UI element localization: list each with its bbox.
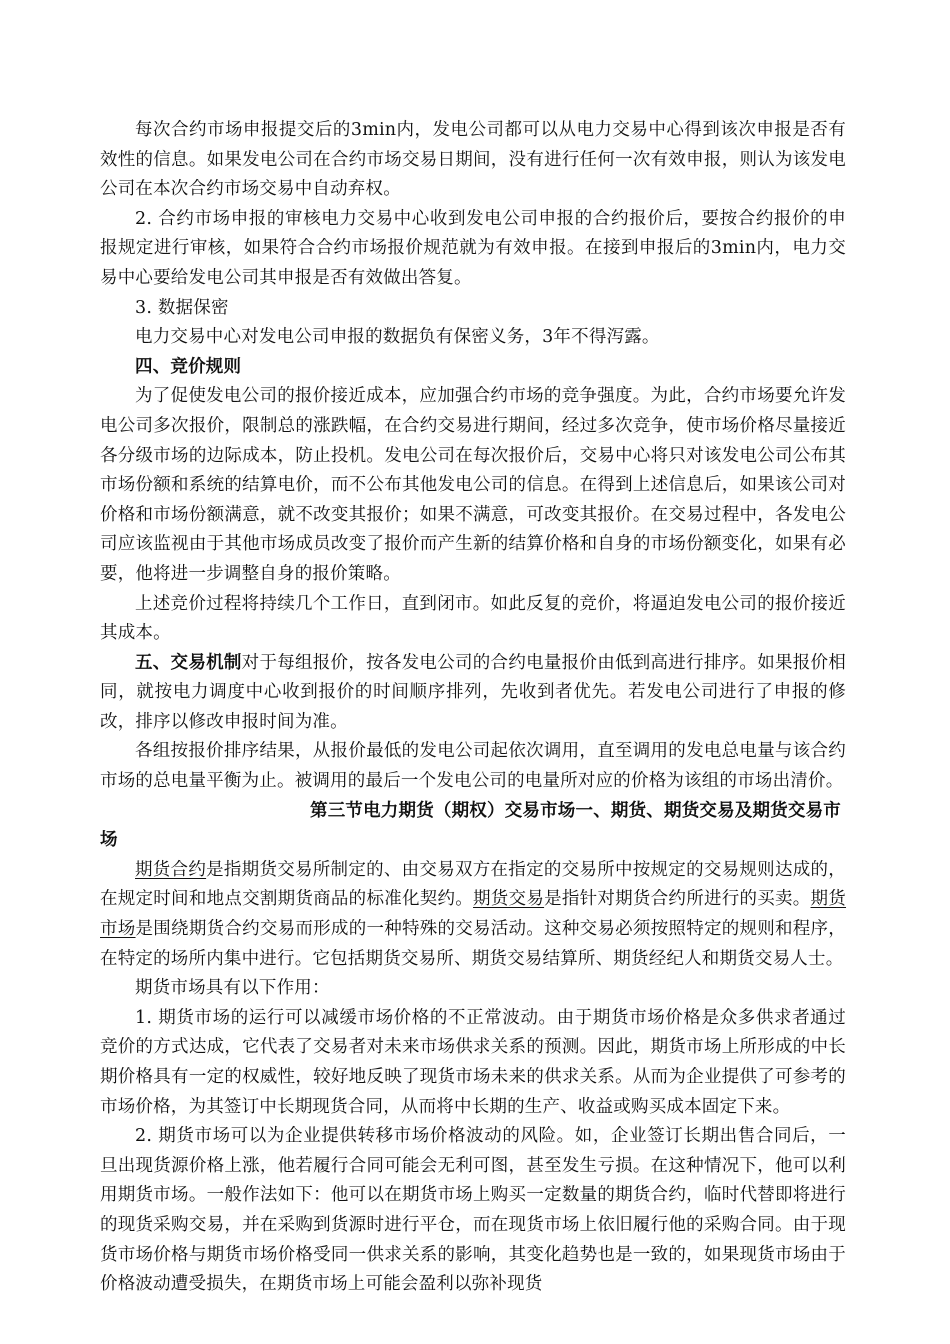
definition-futures-market: 是围绕期货合约交易而形成的一种特殊的交易活动。这种交易必须按照特定的规则和程序，在特定的场所内集中进行。它包括期货交易所、期货交易结算所、期货经纪人和期货交易人士。	[100, 919, 846, 969]
heading-trading-mechanism: 五、交易机制	[135, 652, 242, 673]
paragraph-data-confidentiality-heading: 3. 数据保密	[135, 297, 229, 318]
definition-futures-contract: 是指期货交易所制定的、由交易双方在指定的交易所中按规定的交易规则达成的，在规定时间和地点交割期货商品的标准化契约。	[100, 859, 846, 910]
term-futures-contract: 期货合约	[135, 859, 207, 880]
paragraph-bidding-rules: 为了促使发电公司的报价接近成本，应加强合约市场的竞争强度。为此，合约市场要允许发电公司多次报价，限制总的涨跌幅，在合约交易进行期间，经过多次竞争，使市场价格尽量接近各分级市场的边际成本，防止投机。发电公司在每次报价后，交易中心将只对该发电公司公布其市场份额和系统的结算电价，而不公布其他发电公司的信息。在得到上述信息后，如果该公司对价格和市场份额满意，就不改变其报价；如果不满意，可改变其报价。在交易过程中，各发电公司应该监视由于其他市场成员改变了报价而产生新的结算价格和自身的市场份额变化，如果有必要，他将进一步调整自身的报价策略。	[100, 386, 846, 584]
paragraph-functions-intro: 期货市场具有以下作用：	[135, 978, 330, 999]
term-futures-market: 期货市场	[100, 889, 847, 940]
section-title: 第三节电力期货（期权）交易市场一、期货、期货交易及期货交易市场	[100, 800, 841, 851]
paragraph-function-2: 2. 期货市场可以为企业提供转移市场价格波动的风险。如，企业签订长期出售合同后，一旦出现货源价格上涨，他若履行合同可能会无利可图，甚至发生亏损。在这种情况下，他可以利用期货市场。一般作法如下：他可以在期货市场上购买一定数量的期货合约，临时代替即将进行的现货采购交易，并在采购到货源时进行平仓，而在现货市场上依旧履行他的采购合同。由于现货市场价格与期货市场价格受同一供求关系的影响，其变化趋势也是一致的，如果现货市场由于价格波动遭受损失，在期货市场上可能会盈利以弥补现货	[100, 1126, 846, 1295]
paragraph-trading-mechanism	[100, 649, 846, 738]
paragraph-submission-validity: 每次合约市场申报提交后的3min内，发电公司都可以从电力交易中心得到该次申报是否有效性的信息。如果发电公司在合约市场交易日期间，没有进行任何一次有效申报，则认为该发电公司在本次合约市场交易中自动弃权。	[100, 120, 846, 200]
paragraph-bidding-duration: 上述竞价过程将持续几个工作日，直到闭市。如此反复的竞价，将逼迫发电公司的报价接近其成本。	[100, 593, 846, 644]
definition-futures-trading: 是指针对期货合约所进行的买卖。	[544, 889, 811, 910]
paragraph-function-1: 1. 期货市场的运行可以减缓市场价格的不正常波动。由于期货市场价格是众多供求者通过竞价的方式达成，它代表了交易者对未来市场供求关系的预测。因此，期货市场上所形成的中长期价格具有一定的权威性，较好地反映了现货市场未来的供求关系。从而为企业提供了可参考的市场价格，为其签订中长期现货合同，从而将中长期的生产、收益或购买成本固定下来。	[100, 1007, 846, 1117]
heading-bidding-rules: 四、竞价规则	[135, 356, 242, 377]
paragraph-futures-definitions	[100, 856, 846, 974]
paragraph-data-confidentiality: 电力交易中心对发电公司申报的数据负有保密义务，3年不得泻露。	[135, 327, 660, 348]
paragraph-clearing-price: 各组按报价排序结果，从报价最低的发电公司起依次调用，直至调用的发电总电量与该合约市场的总电量平衡为止。被调用的最后一个发电公司的电量所对应的价格为该组的市场出清价。	[100, 741, 846, 792]
paragraph-review: 2. 合约市场申报的审核电力交易中心收到发电公司申报的合约报价后，要按合约报价的申报规定进行审核，如果符合合约市场报价规范就为有效申报。在接到申报后的3min内，电力交易中心要给发电公司其申报是否有效做出答复。	[100, 208, 846, 288]
term-futures-trading: 期货交易	[473, 889, 545, 910]
trading-mechanism-text: 对于每组报价，按各发电公司的合约电量报价由低到高进行排序。如果报价相同，就按电力调度中心收到报价的时间顺序排列，先收到者优先。若发电公司进行了申报的修改，排序以修改申报时间为准。	[100, 652, 846, 732]
